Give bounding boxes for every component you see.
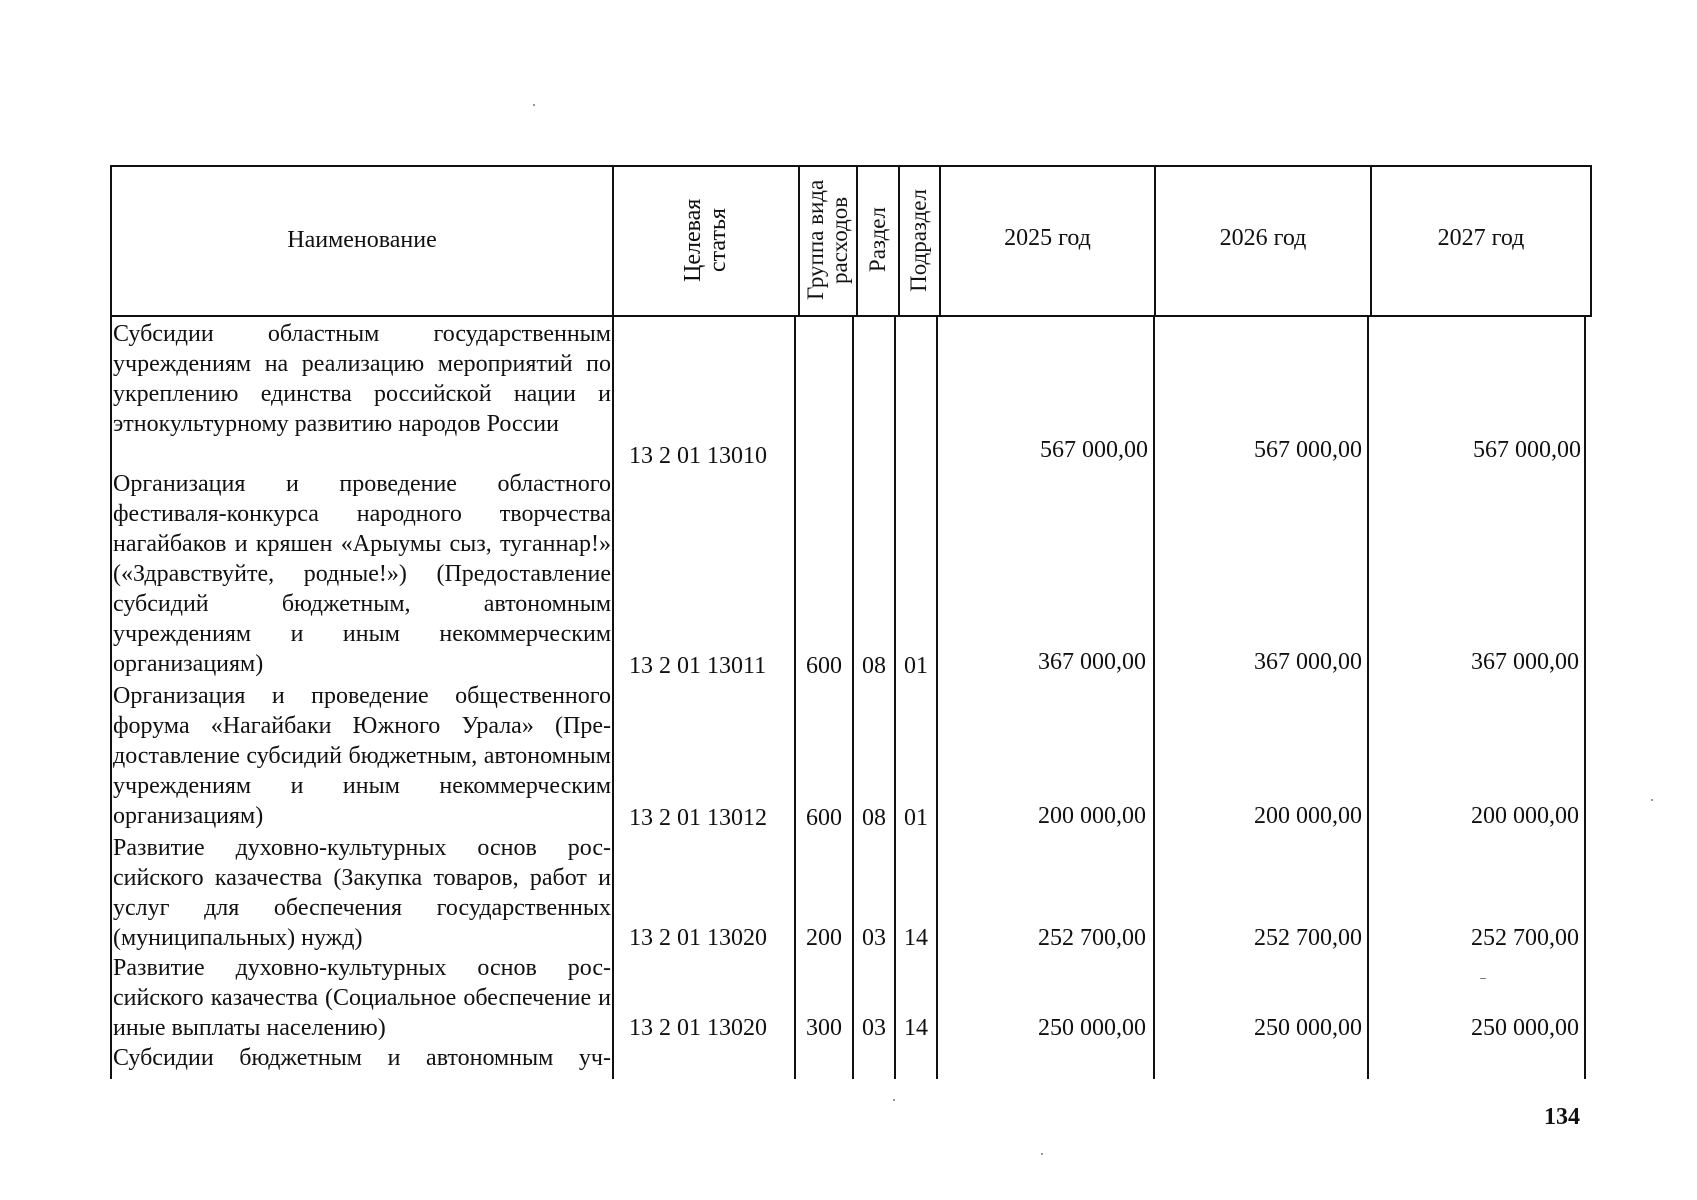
scan-speck	[1041, 1153, 1043, 1155]
table-row	[113, 1043, 611, 1073]
row-name-text: Организация и проведение областного фестиваля-конкурса народного творчества нагайбаков и кряшен «Арыумы сыз, туганнар!» («Здравствуйте, родные!») (Предоставление субсидий бюджетным, автономным учреждениям и иным некоммерческим организациям)	[113, 471, 611, 677]
row-value-2026: 367 000,00	[1254, 649, 1362, 675]
row-subsection: 01	[904, 653, 928, 679]
row-value-2026: 250 000,00	[1254, 1015, 1362, 1041]
row-target: 13 2 01 13010	[629, 443, 767, 469]
header-2026	[1156, 165, 1370, 315]
row-value-2026: 567 000,00	[1254, 437, 1362, 463]
header-group	[800, 165, 856, 315]
row-target: 13 2 01 13020	[629, 925, 767, 951]
header-2027	[1372, 165, 1590, 315]
scan-speck	[1651, 799, 1653, 801]
row-value-2026: 200 000,00	[1254, 803, 1362, 829]
row-group: 300	[806, 1015, 842, 1041]
row-name-text: Развитие духовно-культурных основ российского казачества (Социальное обеспечение и иные выплаты населению)	[113, 955, 611, 1041]
header-section	[858, 165, 898, 315]
row-subsection: 01	[904, 805, 928, 831]
header-target	[614, 165, 798, 315]
row-value-2027: 200 000,00	[1471, 803, 1579, 829]
row-section: 03	[862, 925, 886, 951]
header-2027-label: 2027 год	[1437, 225, 1525, 251]
row-section: 08	[862, 653, 886, 679]
row-value-2027: 250 000,00	[1471, 1015, 1579, 1041]
row-value-2025: 567 000,00	[1040, 437, 1148, 463]
header-2025-label: 2025 год	[1004, 225, 1091, 251]
row-group: 600	[806, 805, 842, 831]
scan-speck	[1480, 978, 1486, 979]
row-value-2027: 567 000,00	[1473, 437, 1581, 463]
row-target: 13 2 01 13011	[629, 653, 767, 679]
scan-speck	[533, 104, 535, 106]
header-name	[112, 165, 612, 315]
row-target: 13 2 01 13020	[629, 1015, 767, 1041]
row-section: 08	[862, 805, 886, 831]
row-value-2025: 250 000,00	[1038, 1015, 1146, 1041]
row-subsection: 14	[904, 1015, 928, 1041]
row-name-text: Организация и проведение общественного форума «Нагайбаки Южного Урала» (Предоставление субсидий бюджетным, автономным учреждениям и иным некоммерческим организациям)	[113, 683, 611, 829]
header-target-label: Целевая статья	[679, 198, 731, 282]
header-2026-label: 2026 год	[1219, 225, 1307, 251]
row-value-2025: 367 000,00	[1038, 649, 1146, 675]
row-group: 200	[806, 925, 842, 951]
row-section: 03	[862, 1015, 886, 1041]
table-row	[113, 953, 611, 1043]
row-value-2025: 252 700,00	[1038, 925, 1146, 951]
row-value-2027: 252 700,00	[1471, 925, 1579, 951]
row-group: 600	[806, 653, 842, 679]
table-row	[113, 469, 611, 679]
row-value-2025: 200 000,00	[1038, 803, 1146, 829]
table-row	[113, 833, 611, 953]
table-row	[113, 319, 611, 439]
row-value-2027: 367 000,00	[1471, 649, 1579, 675]
table-header	[110, 165, 1592, 317]
row-value-2026: 252 700,00	[1254, 925, 1362, 951]
row-name-text: Развитие духовно-культурных основ российского казачества (Закупка товаров, работ и услуг для обеспечения государственных (муниципальных) нужд)	[113, 835, 611, 951]
table-row	[113, 681, 611, 831]
row-target: 13 2 01 13012	[629, 805, 767, 831]
scan-speck	[893, 1099, 895, 1101]
row-name-text: Субсидии бюджетным и автономным уч-	[113, 1045, 611, 1071]
table-body	[110, 317, 1592, 1079]
header-section-label: Раздел	[864, 207, 890, 273]
page-number: 134	[1544, 1104, 1580, 1130]
row-subsection: 14	[904, 925, 928, 951]
header-name-label: Наименование	[287, 226, 437, 253]
header-2025	[941, 165, 1154, 315]
header-group-label: Группа вида расходов	[802, 179, 852, 301]
row-name-text: Субсидии областным государственным учреждениям на реализацию мероприятий по укреплению единства российской нации и этнокультурному развитию народов России	[113, 321, 611, 437]
header-subsection-label: Подраздел	[906, 188, 932, 292]
header-subsection	[900, 165, 939, 315]
